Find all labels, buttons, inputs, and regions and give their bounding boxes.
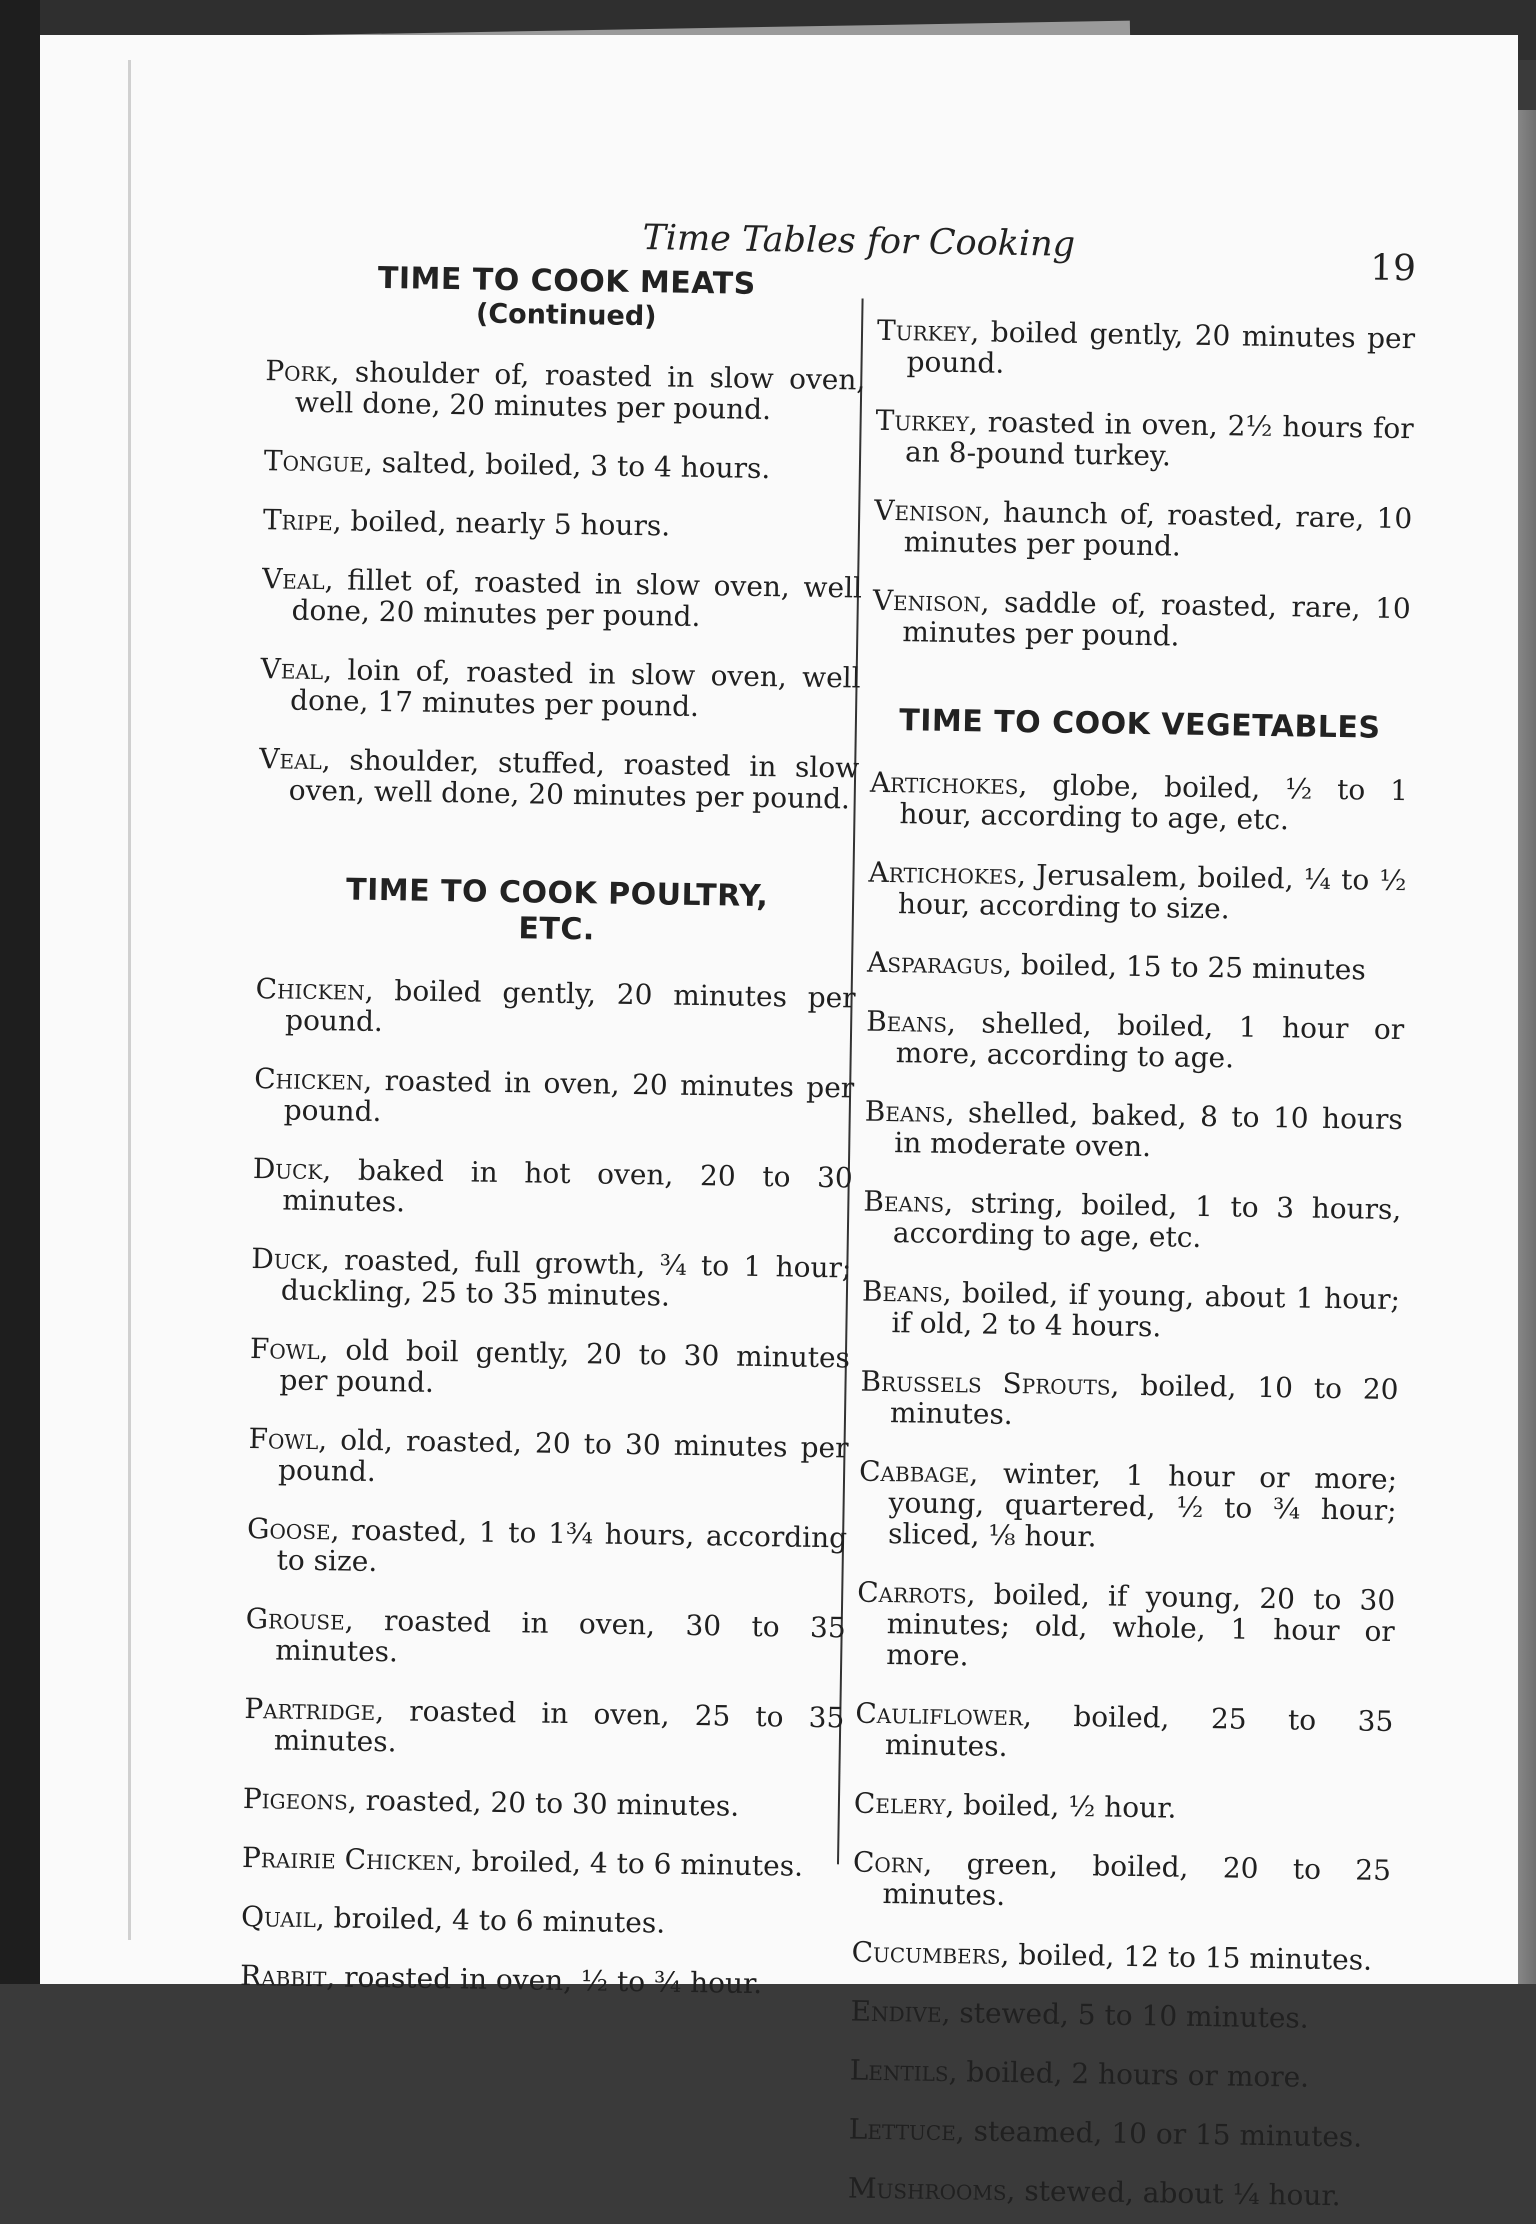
entry-chicken-boiled: Chicken, boiled gently, 20 minutes per pound. bbox=[255, 972, 856, 1039]
entry-cucumbers: Cucumbers, boiled, 12 to 15 minutes. bbox=[851, 1935, 1373, 1977]
entry-venison-haunch: Venison, haunch of, roasted, rare, 10 minutes per pound. bbox=[873, 493, 1413, 563]
meats-title: TIME TO COOK MEATS bbox=[377, 260, 756, 302]
entry-tripe: Tripe, boiled, nearly 5 hours. bbox=[262, 503, 671, 543]
entry-carrots: Carrots, boiled, if young, 20 to 30 minutes; old, whole, 1 hour or more. bbox=[857, 1575, 1396, 1673]
entry-chicken-roasted: Chicken, roasted in oven, 20 minutes per pound. bbox=[253, 1062, 855, 1129]
entry-beans-shelled-boiled: Beans, shelled, boiled, 1 hour or more, according to age. bbox=[865, 1004, 1405, 1075]
entry-goose: Goose, roasted, 1 to 1¾ hours, according to size. bbox=[246, 1512, 848, 1579]
page-number: 19 bbox=[1369, 247, 1417, 290]
book-page bbox=[40, 35, 1518, 2213]
entry-beans-string: Beans, string, boiled, 1 to 3 hours, according to age, etc. bbox=[863, 1184, 1402, 1254]
meats-continued-list bbox=[872, 315, 1415, 655]
entry-rabbit: Rabbit, roasted in oven, ½ to ¾ hour. bbox=[239, 1958, 763, 2001]
running-title: Time Tables for Cooking bbox=[642, 218, 1076, 265]
entry-venison-saddle: Venison, saddle of, roasted, rare, 10 minutes per pound. bbox=[872, 583, 1412, 653]
entry-grouse: Grouse, roasted in oven, 30 to 35 minutes. bbox=[245, 1601, 846, 1669]
entry-duck-roasted: Duck, roasted, full growth, ¾ to 1 hour; duckling, 25 to 35 minutes. bbox=[251, 1242, 852, 1313]
right-column bbox=[847, 287, 1415, 2222]
entry-quail: Quail, broiled, 4 to 6 minutes. bbox=[240, 1899, 666, 1940]
entry-pigeons: Pigeons, roasted, 20 to 30 minutes. bbox=[242, 1781, 740, 1823]
entry-tongue: Tongue, salted, boiled, 3 to 4 hours. bbox=[263, 444, 771, 486]
meats-subtitle: (Continued) bbox=[475, 298, 657, 333]
entry-artichokes-jerusalem: Artichokes, Jerusalem, boiled, ¼ to ½ hour, according to size. bbox=[868, 855, 1407, 926]
entry-partridge: Partridge, roasted in oven, 25 to 35 minutes. bbox=[244, 1691, 845, 1759]
entry-cauliflower: Cauliflower, boiled, 25 to 35 minutes. bbox=[855, 1696, 1394, 1763]
entry-artichokes-globe: Artichokes, globe, boiled, ½ to 1 hour, according to age, etc. bbox=[869, 765, 1409, 837]
poultry-list bbox=[240, 973, 856, 2000]
entry-celery: Celery, boiled, ½ hour. bbox=[853, 1786, 1177, 1825]
entry-veal-loin: Veal, loin of, roasted in slow oven, well done, 17 minutes per pound. bbox=[260, 652, 861, 723]
entry-cabbage: Cabbage, winter, 1 hour or more; young, quartered, ½ to ¾ hour; sliced, ⅛ hour. bbox=[858, 1454, 1398, 1554]
entry-asparagus: Asparagus, boiled, 15 to 25 minutes bbox=[866, 945, 1367, 987]
entry-veal-fillet: Veal, fillet of, roasted in slow oven, well done, 20 minutes per pound. bbox=[261, 562, 863, 634]
entry-beans-shelled-baked: Beans, shelled, baked, 8 to 10 hours in moderate oven. bbox=[864, 1094, 1404, 1164]
entry-turkey-boiled: Turkey, boiled gently, 20 minutes per pound. bbox=[876, 313, 1416, 380]
entry-mushrooms: Mushrooms, stewed, about ¼ hour. bbox=[847, 2171, 1341, 2213]
entry-beans-boiled: Beans, boiled, if young, about 1 hour; if old, 2 to 4 hours. bbox=[861, 1274, 1401, 1344]
entry-fowl-roasted: Fowl, old, roasted, 20 to 30 minutes per pound. bbox=[248, 1422, 849, 1489]
left-column bbox=[240, 259, 867, 2010]
poultry-title-line1: TIME TO COOK POULTRY, bbox=[345, 872, 769, 915]
entry-duck-baked: Duck, baked in hot oven, 20 to 30 minutes. bbox=[252, 1152, 854, 1219]
vegetables-list bbox=[848, 767, 1409, 2212]
entry-lettuce: Lettuce, steamed, 10 or 15 minutes. bbox=[848, 2112, 1363, 2154]
entry-prairie-chicken: Prairie Chicken, broiled, 4 to 6 minutes. bbox=[241, 1840, 804, 1883]
poultry-title-line2: ETC. bbox=[518, 911, 596, 948]
entry-endive: Endive, stewed, 5 to 10 minutes. bbox=[850, 1994, 1309, 2035]
entry-fowl-boiled: Fowl, old boil gently, 20 to 30 minutes per pound. bbox=[249, 1332, 851, 1399]
entry-pork: Pork, shoulder of, roasted in slow oven, well done, 20 minutes per pound. bbox=[265, 354, 866, 427]
entry-turkey-roasted: Turkey, roasted in oven, 2½ hours for an 8-pound turkey. bbox=[875, 403, 1414, 473]
vegetables-title: TIME TO COOK VEGETABLES bbox=[899, 703, 1381, 746]
page-content bbox=[25, 24, 1533, 2213]
entry-brussels-sprouts: Brussels Sprouts, boiled, 10 to 20 minutes. bbox=[860, 1364, 1399, 1432]
entry-lentils: Lentils, boiled, 2 hours or more. bbox=[849, 2053, 1310, 2094]
section-gap bbox=[258, 815, 859, 880]
entry-veal-shoulder: Veal, shoulder, stuffed, roasted in slow oven, well done, 20 minutes per pound. bbox=[259, 742, 860, 816]
entry-corn: Corn, green, boiled, 20 to 25 minutes. bbox=[852, 1845, 1392, 1912]
meats-list bbox=[259, 355, 866, 814]
